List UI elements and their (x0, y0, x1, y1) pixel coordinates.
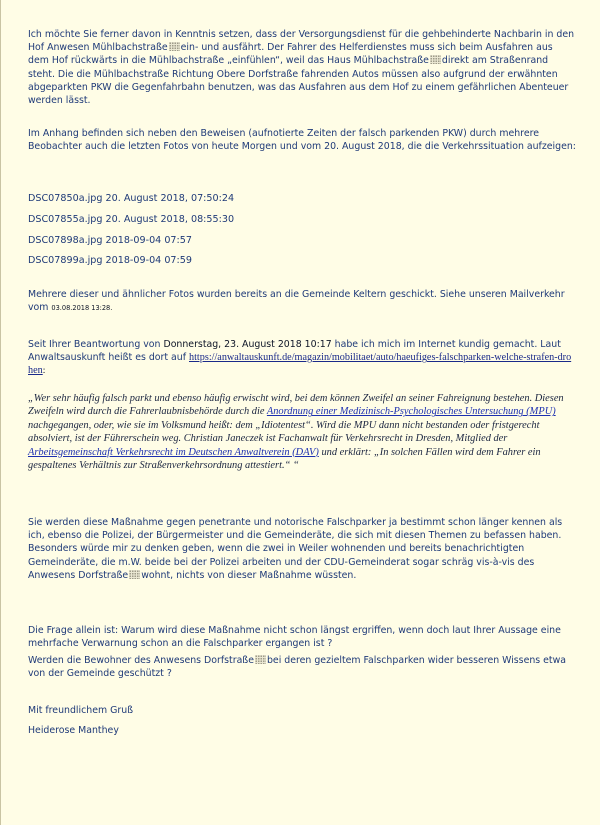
file-item: DSC07899a.jpg 2018-09-04 07:59 (28, 255, 192, 267)
text-segment: „Wer sehr häufig falsch parkt und ebenso häufig erwischt wird, bei dem können Zweifel an seiner Fahreignung bestehen. Diesen Zweifeln wird durch die Fahrerlaubnisbehörde durch die (28, 393, 564, 418)
text-segment: bei deren gezieltem Falschparken wider besseren Wissens etwa von der Gemeinde geschützt ? (28, 655, 566, 680)
paragraph-measure (28, 516, 576, 582)
closing-greeting: Mit freundlichem Gruß (28, 705, 134, 716)
text-segment: wohnt, nichts von dieser Maßnahme wüssten. (141, 569, 357, 581)
text-segment: Die Frage allein ist: Warum wird diese Maßnahme nicht schon längst ergriffen, wenn doch laut Ihrer Aussage eine mehrfache Verwarnung schon an die Falschparker ergangen ist ? (28, 625, 561, 650)
anwaltauskunft-link[interactable]: https://anwaltauskunft.de/magazin/mobilitaet/auto/haeufiges-falschparken-welche-strafen-drohen (28, 352, 572, 377)
paragraph-attachments (28, 127, 576, 153)
text-segment: Sie werden diese Maßnahme gegen penetrante und notorische Falschparker ja bestimmt schon länger kennen als ich, ebenso die Polizei, der Bürgermeister und die Gemeinderäte, die sich mit diesen Themen zu befassen haben. Besonders würde mir zu denken geben, wenn die zwei in Weiler wohnenden und bereits benachrichtigten Gemeinderäte, die m.W. beide bei der Polizei arbeiten und der CDU-Gemeinderat sogar schräg vis-à-vis des Anwesens Dorfstraße (28, 517, 563, 581)
mail-date: 03.08.2018 13:28. (51, 304, 113, 313)
paragraph-mailverkehr (28, 288, 576, 315)
file-item: DSC07855a.jpg 20. August 2018, 08:55:30 (28, 213, 235, 225)
file-item: DSC07898a.jpg 2018-09-04 07:57 (28, 234, 192, 246)
text-segment: direkt am Straßenrand steht. Die die Mühlbachstraße Richtung Obere Dorfstraße fahrenden Autos müssen also aufgrund der erwähnten abgeparkten PKW die Gegenfahrbahn benutzen, was das Ausfahren aus dem Hof zu einem gefährlichen Abenteuer werden lässt. (28, 55, 569, 107)
text-segment: habe ich mich im Internet kundig gemacht. Laut Anwaltsauskunft heißt es dort auf (28, 339, 561, 364)
redaction-mark (255, 655, 266, 664)
mpu-link[interactable]: Anordnung einer Medizinisch-Psychologisches Untersuchung (MPU) (266, 406, 556, 418)
text-segment: nachgegangen, oder, wie sie im Volksmund heißt: dem „Idiotentest“. Wird die MPU dann nicht bestanden oder fristgerecht absolviert, ist der Führerschein weg. Christian Janeczek ist Fachanwalt für Verkehrsrecht in Dresden, Mitglied der (28, 419, 540, 445)
redaction-mark (129, 570, 140, 579)
paragraph-response (28, 338, 576, 379)
paragraph-question (28, 624, 576, 650)
response-date: Donnerstag, 23. August 2018 10:17 (163, 339, 332, 350)
file-item: DSC07850a.jpg 20. August 2018, 07:50:24 (28, 193, 235, 204)
text-segment: Im Anhang befinden sich neben den Beweisen (aufnotierte Zeiten der falsch parkenden PKW) durch mehrere Beobachter auch die letzten Fotos von heute Morgen und vom 20. August 2018, die die Verkehrssituation aufzeigen: (28, 128, 576, 153)
signature-name: Heiderose Manthey (28, 725, 119, 737)
redaction-mark (169, 42, 180, 51)
file-list (28, 189, 576, 272)
text-segment: Mehrere dieser und ähnlicher Fotos wurden bereits an die Gemeinde Keltern geschickt. Siehe unseren Mailverkehr vom (28, 289, 565, 314)
paragraph-residents (28, 654, 576, 680)
quote-block (28, 392, 576, 472)
redaction-mark (430, 55, 441, 64)
dav-link[interactable]: Arbeitsgemeinschaft Verkehrsrecht im Deutschen Anwaltverein (DAV) (28, 446, 319, 458)
paragraph-service (28, 28, 576, 107)
text-segment: Ich möchte Sie ferner davon in Kenntnis setzen, dass der Versorgungsdienst für die gehbehinderte Nachbarin in den Hof Anwesen Mühlbachstraße (28, 29, 575, 54)
text-segment: Werden die Bewohner des Anwesens Dorfstraße (28, 655, 254, 666)
closing-block (28, 704, 576, 737)
text-segment: Seit Ihrer Beantwortung von (28, 339, 161, 350)
text-segment: und erklärt: „In solchen Fällen wird dem Fahrer ein gespaltenes Verhältnis zur Straßenverkehrsordnung attestiert.“ “ (28, 446, 541, 472)
text-segment: : (42, 366, 46, 377)
text-segment: ein- und ausfährt. Der Fahrer des Helferdienstes muss sich beim Ausfahren aus dem Hof rückwärts in die Mühlbachstraße „einfühlen“, weil das Haus Mühlbachstraße (28, 42, 553, 67)
